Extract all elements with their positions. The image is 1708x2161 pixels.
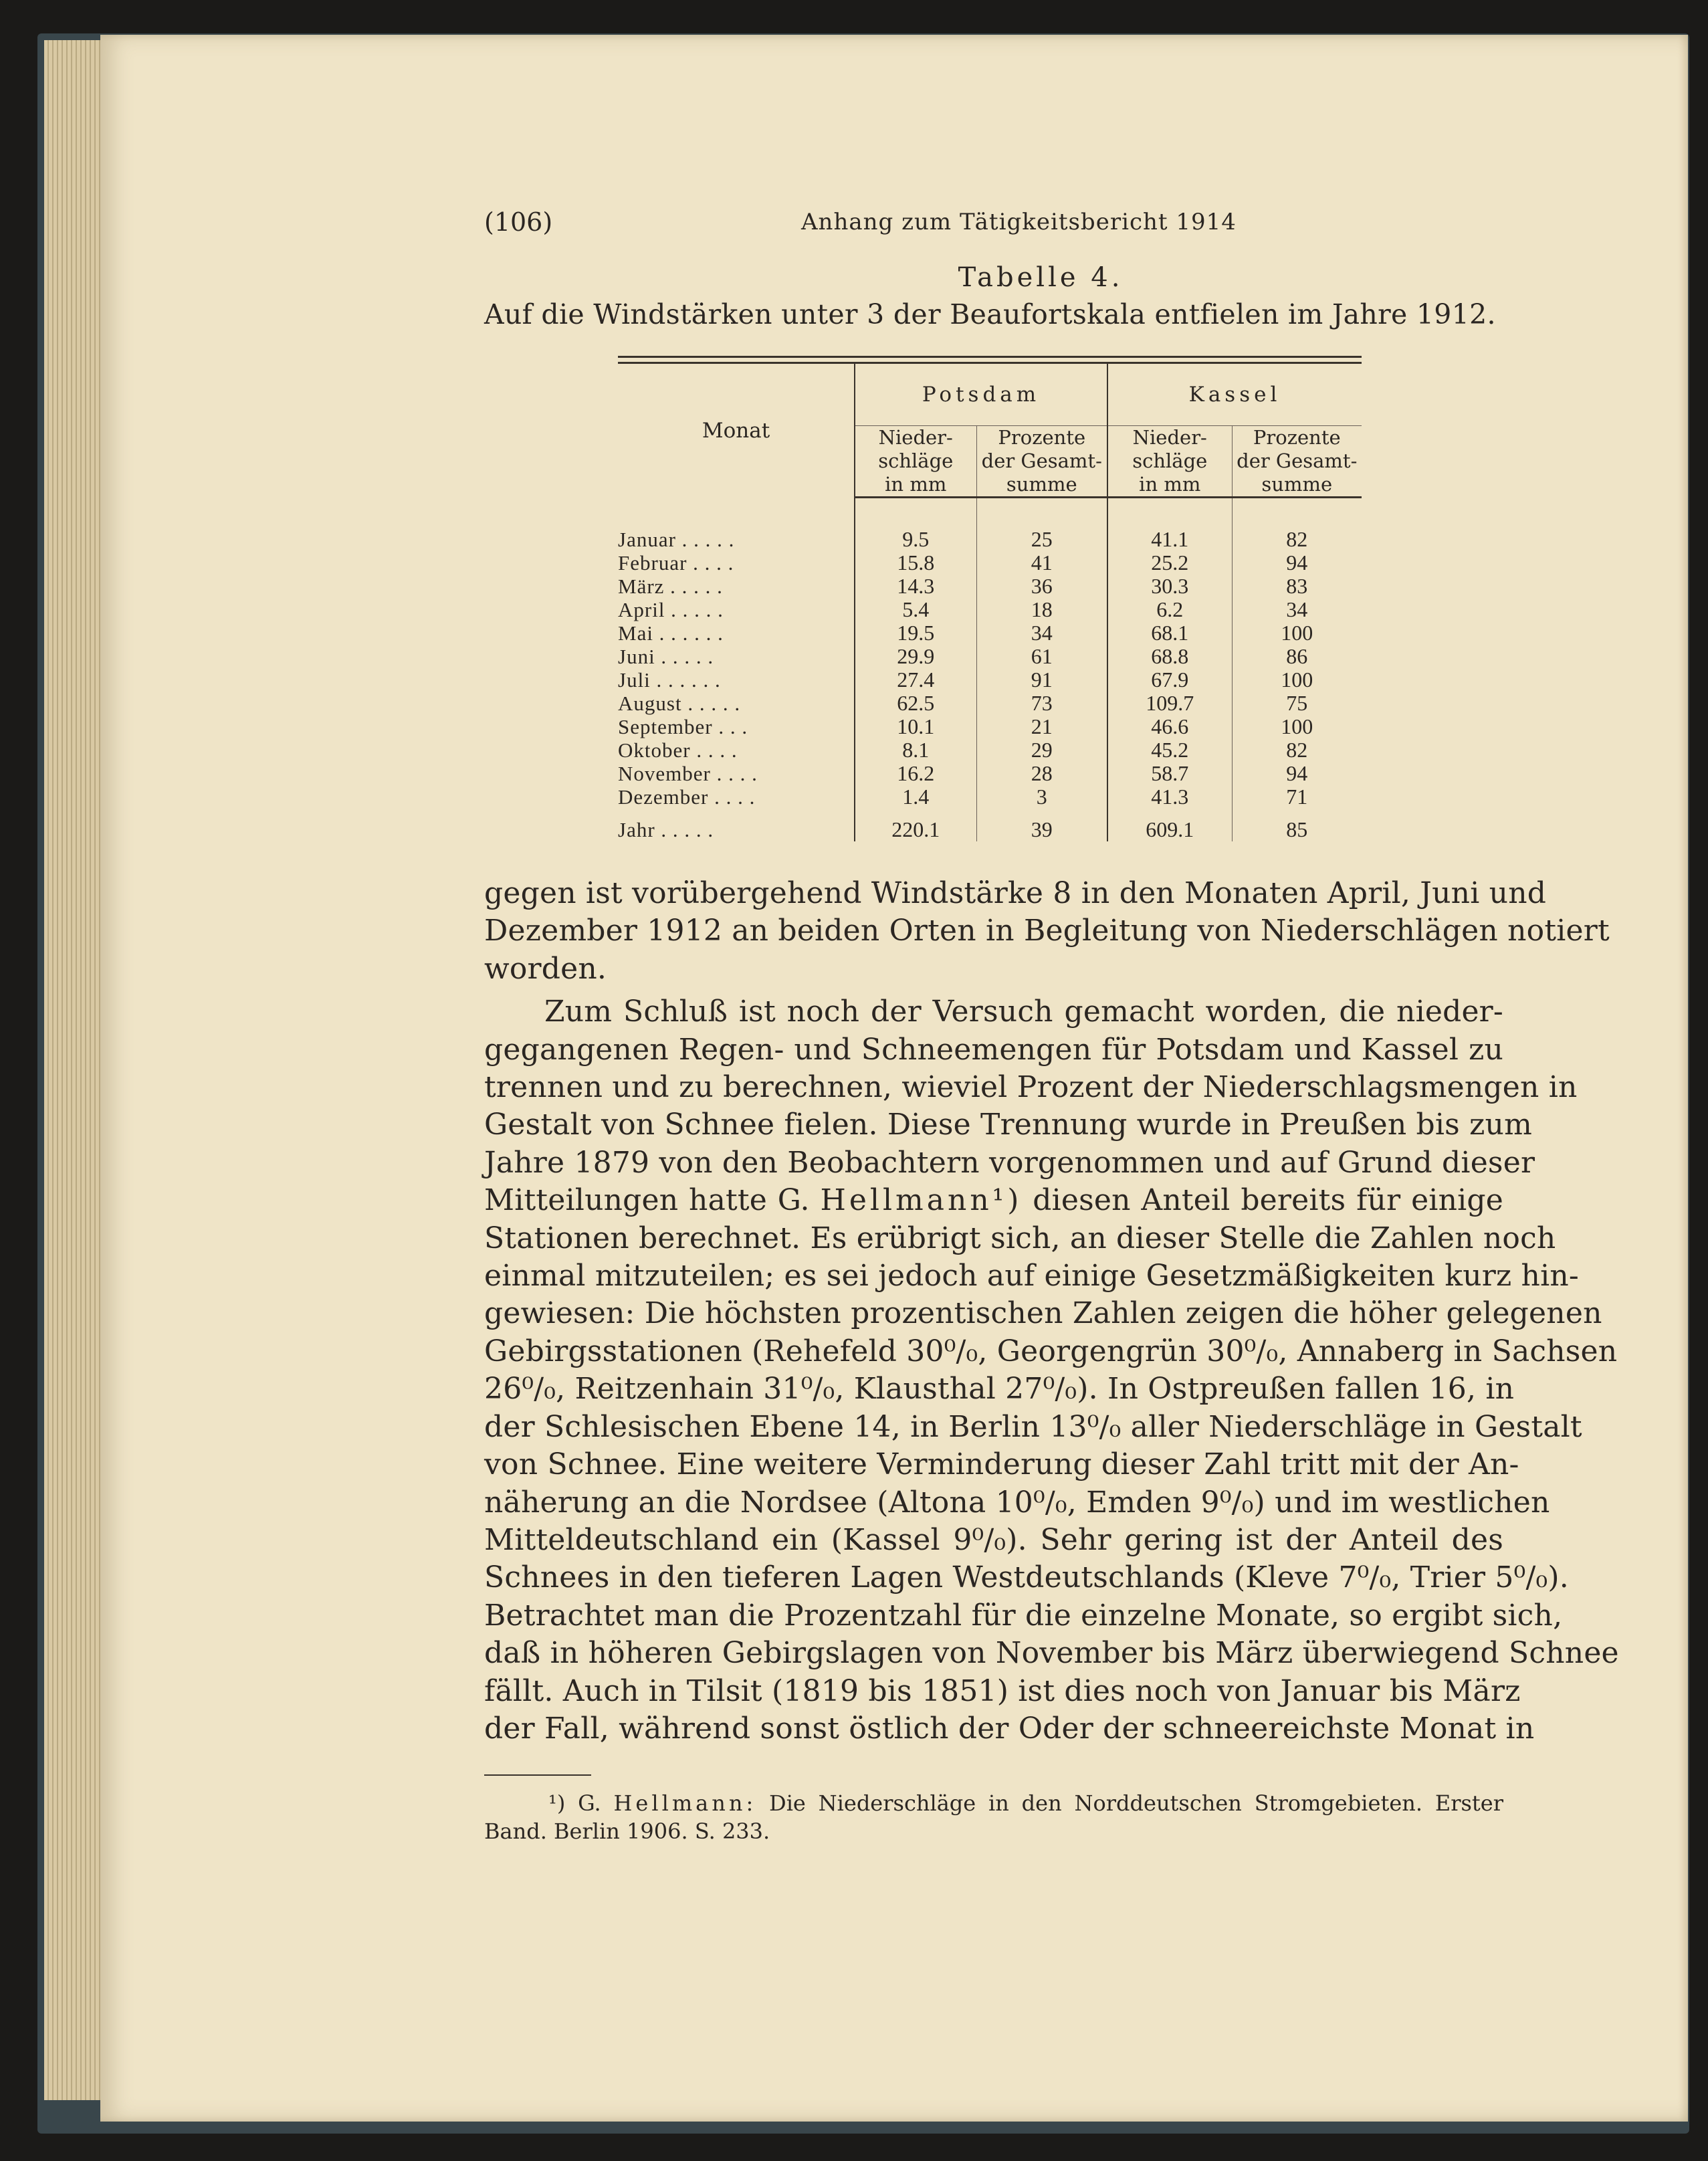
cell-k-mm: 67.9	[1107, 668, 1232, 692]
cell-k-mm: 6.2	[1107, 598, 1232, 621]
cell-p-mm: 62.5	[855, 692, 976, 715]
column-header-month: Monat	[618, 364, 855, 498]
table-row-total	[618, 818, 1362, 841]
cell-k-pct: 75	[1286, 691, 1308, 715]
text-line: der Schlesischen Ebene 14, in Berlin 13⁰/₀ aller Niederschläge in Gestalt	[484, 1409, 1582, 1444]
paragraph-1	[484, 875, 1610, 988]
text-line: Gestalt von Schnee fielen. Diese Trennung wurde in Preußen bis zum	[484, 1108, 1532, 1142]
cell-month: September . . .	[618, 715, 855, 738]
text-line: näherung an die Nordsee (Altona 10⁰/₀, Emden 9⁰/₀) und im westlichen	[484, 1485, 1550, 1520]
cell-k-pct: 82	[1286, 738, 1308, 762]
text-line: Jahre 1879 von den Beobachtern vorgenommen und auf Grund dieser	[484, 1145, 1535, 1180]
subheader-kassel-pct: Prozente der Gesamt- summe	[1232, 426, 1362, 498]
table-row	[618, 598, 1362, 621]
cell-k-mm: 30.3	[1107, 575, 1232, 598]
text-line: Zum Schluß ist noch der Versuch gemacht worden, die nieder-	[544, 995, 1503, 1029]
cell-month: Februar . . . .	[618, 551, 855, 575]
text-fragment: Mitteilungen hatte G.	[484, 1183, 810, 1218]
cell-p-pct: 34	[976, 621, 1107, 645]
cell-month: März . . . . .	[618, 575, 855, 598]
cell-p-mm: 27.4	[855, 668, 976, 692]
paragraph-2	[484, 993, 1619, 1748]
table-top-rule	[618, 356, 1362, 364]
cell-k-pct: 83	[1286, 574, 1308, 598]
cell-k-mm: 609.1	[1107, 818, 1232, 841]
table-row	[618, 785, 1362, 809]
cell-p-mm: 1.4	[855, 785, 976, 809]
cell-month: Dezember . . . .	[618, 785, 855, 809]
cell-p-pct: 61	[976, 645, 1107, 668]
cell-k-mm: 45.2	[1107, 738, 1232, 762]
cell-p-mm: 19.5	[855, 621, 976, 645]
body-text	[484, 875, 1619, 1748]
cell-p-pct: 91	[976, 668, 1107, 692]
text-line: der Fall, während sonst östlich der Oder der schneereichste Monat in	[484, 1711, 1535, 1746]
table-row	[618, 575, 1362, 598]
text-line: gewiesen: Die höchsten prozentischen Zahlen zeigen die höher gelegenen	[484, 1296, 1602, 1331]
text-line: Stationen berechnet. Es erübrigt sich, an dieser Stelle die Zahlen noch	[484, 1221, 1556, 1255]
column-header-kassel: Kassel	[1107, 364, 1362, 426]
text-line: worden.	[484, 951, 607, 986]
text-line: gegen ist vorübergehend Windstärke 8 in den Monaten April, Juni und	[484, 876, 1547, 910]
cell-p-mm: 10.1	[855, 715, 976, 738]
cell-month: Mai . . . . . .	[618, 621, 855, 645]
table-row	[618, 668, 1362, 692]
cell-month: November . . . .	[618, 762, 855, 785]
cell-month: April . . . . .	[618, 598, 855, 621]
cell-p-pct: 39	[976, 818, 1107, 841]
footnote-line: Band. Berlin 1906. S. 233.	[484, 1819, 770, 1845]
text-fragment: diesen Anteil bereits für einige	[1033, 1183, 1503, 1218]
text-line: einmal mitzuteilen; es sei jedoch auf einige Gesetzmäßigkeiten kurz hin-	[484, 1259, 1579, 1294]
cell-k-pct: 85	[1286, 817, 1308, 841]
table-row	[618, 645, 1362, 668]
cell-p-mm: 8.1	[855, 738, 976, 762]
table-caption: Auf die Windstärken unter 3 der Beaufortskala entfielen im Jahre 1912.	[484, 298, 1496, 330]
cell-month: Jahr . . . . .	[618, 818, 855, 841]
subheader-potsdam-mm: Nieder- schläge in mm	[855, 426, 976, 498]
cell-p-mm: 9.5	[855, 528, 976, 551]
cell-p-pct: 28	[976, 762, 1107, 785]
cell-month: August . . . . .	[618, 692, 855, 715]
cell-k-pct: 34	[1286, 597, 1308, 621]
table-title: Tabelle 4.	[958, 262, 1124, 293]
text-line: Dezember 1912 an beiden Orten in Begleitung von Niederschlägen notiert	[484, 914, 1610, 948]
cell-p-pct: 29	[976, 738, 1107, 762]
table-row	[618, 692, 1362, 715]
cell-k-pct: 94	[1286, 761, 1308, 785]
cell-k-pct: 100	[1281, 667, 1313, 692]
text-fragment: ¹) G.	[548, 1790, 601, 1817]
page-content	[484, 207, 1619, 1845]
text-line-hellmann	[484, 1182, 1503, 1219]
cell-p-pct: 18	[976, 598, 1107, 621]
subheader-potsdam-pct: Prozente der Gesamt- summe	[976, 426, 1107, 498]
text-line: Schnees in den tieferen Lagen Westdeutschlands (Kleve 7⁰/₀, Trier 5⁰/₀).	[484, 1560, 1569, 1595]
cell-k-pct: 100	[1281, 714, 1313, 738]
cell-p-pct: 3	[976, 785, 1107, 809]
subheader-kassel-mm: Nieder- schläge in mm	[1107, 426, 1232, 498]
text-line: Gebirgsstationen (Rehefeld 30⁰/₀, Georgengrün 30⁰/₀, Annaberg in Sachsen	[484, 1334, 1618, 1368]
text-line: 26⁰/₀, Reitzenhain 31⁰/₀, Klausthal 27⁰/₀). In Ostpreußen fallen 16, in	[484, 1372, 1515, 1407]
cell-p-pct: 25	[976, 528, 1107, 551]
cell-k-mm: 58.7	[1107, 762, 1232, 785]
text-line: fällt. Auch in Tilsit (1819 bis 1851) ist dies noch von Januar bis März	[484, 1673, 1521, 1708]
cell-p-mm: 15.8	[855, 551, 976, 575]
cell-p-mm: 14.3	[855, 575, 976, 598]
table-row	[618, 715, 1362, 738]
column-header-potsdam: Potsdam	[855, 364, 1107, 426]
cell-month: Juli . . . . . .	[618, 668, 855, 692]
table-row	[618, 551, 1362, 575]
table-row	[618, 621, 1362, 645]
text-line: Betrachtet man die Prozentzahl für die einzelne Monate, so ergibt sich,	[484, 1598, 1563, 1633]
cell-k-pct: 71	[1286, 785, 1308, 809]
cell-k-mm: 109.7	[1107, 692, 1232, 715]
data-table-wrapper	[618, 356, 1362, 841]
cell-p-mm: 5.4	[855, 598, 976, 621]
precipitation-table	[618, 364, 1362, 841]
footnote-line	[484, 1789, 1503, 1817]
table-row	[618, 738, 1362, 762]
cell-month: Januar . . . . .	[618, 528, 855, 551]
cell-k-mm: 41.1	[1107, 528, 1232, 551]
cell-p-mm: 220.1	[855, 818, 976, 841]
cell-p-pct: 73	[976, 692, 1107, 715]
table-row	[618, 762, 1362, 785]
text-line: trennen und zu berechnen, wieviel Prozent der Niederschlagsmengen in	[484, 1070, 1578, 1105]
page-number: (106)	[484, 207, 553, 237]
cell-month: Juni . . . . .	[618, 645, 855, 668]
cell-k-mm: 25.2	[1107, 551, 1232, 575]
cell-k-pct: 100	[1281, 621, 1313, 645]
cell-p-pct: 36	[976, 575, 1107, 598]
cell-k-pct: 86	[1286, 644, 1308, 668]
cell-k-pct: 82	[1286, 527, 1308, 551]
cell-k-mm: 41.3	[1107, 785, 1232, 809]
author-name: Hellmann¹)	[820, 1183, 1023, 1218]
text-line: gegangenen Regen- und Schneemengen für Potsdam und Kassel zu	[484, 1032, 1503, 1067]
text-line: Mitteldeutschland ein (Kassel 9⁰/₀). Sehr gering ist der Anteil des	[484, 1522, 1503, 1557]
cell-p-mm: 16.2	[855, 762, 976, 785]
running-title: Anhang zum Tätigkeitsbericht 1914	[801, 209, 1237, 235]
table-spacer	[618, 498, 1362, 528]
footnote-author: Hellmann:	[613, 1790, 757, 1817]
cell-p-pct: 21	[976, 715, 1107, 738]
cell-k-mm: 68.8	[1107, 645, 1232, 668]
cell-month: Oktober . . . .	[618, 738, 855, 762]
page-header	[484, 207, 1503, 247]
cell-k-mm: 68.1	[1107, 621, 1232, 645]
text-line: daß in höheren Gebirgslagen von November bis März überwiegend Schnee	[484, 1636, 1619, 1671]
footnote	[484, 1789, 1503, 1845]
cell-p-pct: 41	[976, 551, 1107, 575]
text-line: von Schnee. Eine weitere Verminderung dieser Zahl tritt mit der An-	[484, 1447, 1519, 1482]
cell-k-pct: 94	[1286, 550, 1308, 575]
table-gap	[618, 809, 1362, 818]
text-fragment: Die Niederschläge in den Norddeutschen Stromgebieten. Erster	[769, 1790, 1504, 1817]
table-row	[618, 528, 1362, 551]
cell-p-mm: 29.9	[855, 645, 976, 668]
footnote-rule	[484, 1774, 591, 1776]
table-header-row-cities	[618, 364, 1362, 426]
cell-k-mm: 46.6	[1107, 715, 1232, 738]
